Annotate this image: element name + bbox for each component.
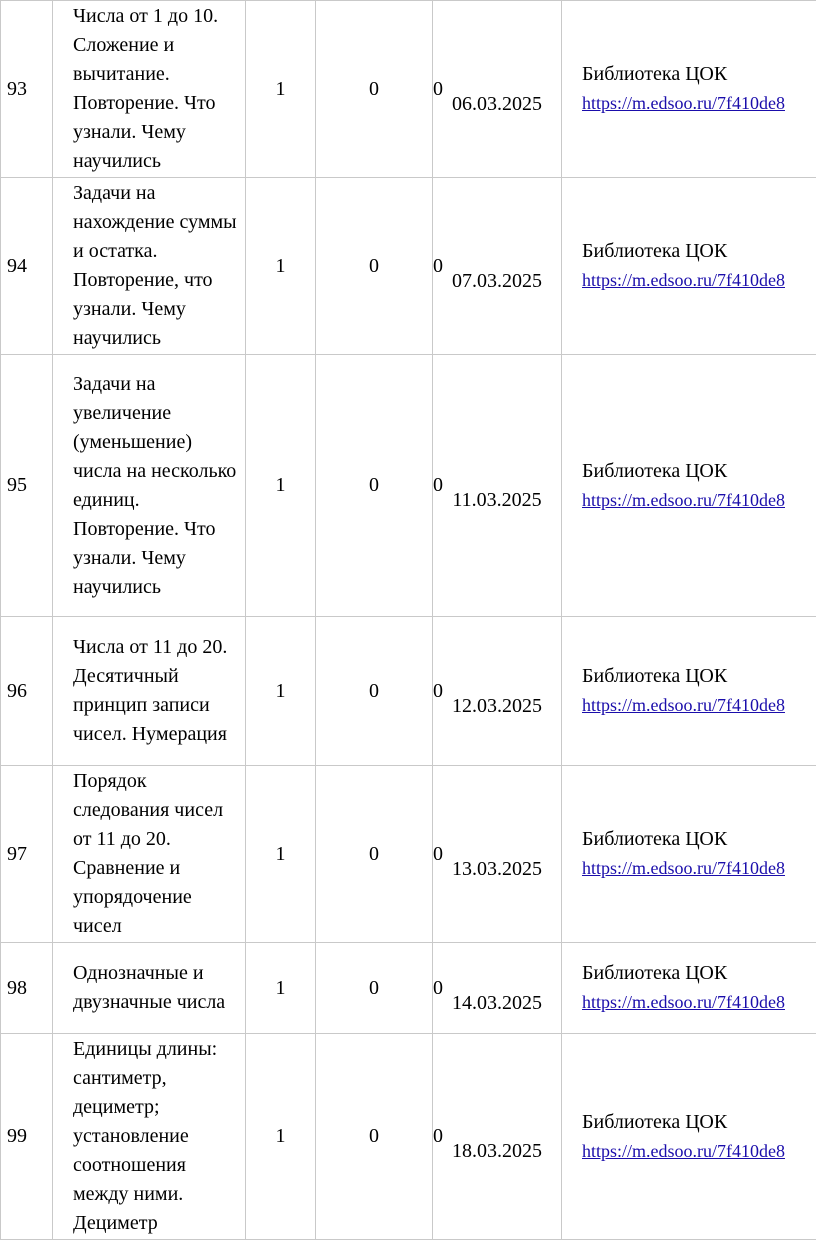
resource-label: Библиотека ЦОК xyxy=(582,237,816,266)
row-number: 95 xyxy=(1,355,53,617)
resource-label: Библиотека ЦОК xyxy=(582,959,816,988)
hours-control: 0 xyxy=(316,1034,433,1240)
lesson-date: 06.03.2025 xyxy=(433,1,562,178)
lesson-topic: Однозначные и двузначные числа xyxy=(53,943,246,1034)
hours-total: 1 xyxy=(246,617,316,766)
lesson-topic: Задачи на нахождение суммы и остатка. Повторение, что узнали. Чему научились xyxy=(53,178,246,355)
lesson-date: 07.03.2025 xyxy=(433,178,562,355)
lesson-date: 12.03.2025 xyxy=(433,617,562,766)
resource-cell xyxy=(562,355,816,617)
hours-control: 0 xyxy=(316,178,433,355)
hours-total: 1 xyxy=(246,178,316,355)
lesson-topic: Числа от 1 до 10. Сложение и вычитание. Повторение. Что узнали. Чему научились xyxy=(53,1,246,178)
hours-control: 0 xyxy=(316,943,433,1034)
hours-total: 1 xyxy=(246,1,316,178)
lesson-topic: Числа от 11 до 20. Десятичный принцип записи чисел. Нумерация xyxy=(53,617,246,766)
lesson-date: 18.03.2025 xyxy=(433,1034,562,1240)
resource-label: Библиотека ЦОК xyxy=(582,662,816,691)
resource-label: Библиотека ЦОК xyxy=(582,60,816,89)
resource-cell xyxy=(562,617,816,766)
lesson-topic: Задачи на увеличение (уменьшение) числа на несколько единиц. Повторение. Что узнали. Чему научились xyxy=(53,355,246,617)
table-row: 97 Порядок следования чисел от 11 до 20. Сравнение и упорядочение чисел 1 0 0 13.03.2025 Библиотека ЦОК https://m.edsoo.ru/7f410de8 xyxy=(1,766,816,943)
hours-total: 1 xyxy=(246,1034,316,1240)
hours-control: 0 xyxy=(316,355,433,617)
lesson-topic: Порядок следования чисел от 11 до 20. Сравнение и упорядочение чисел xyxy=(53,766,246,943)
table-row: 96 Числа от 11 до 20. Десятичный принцип записи чисел. Нумерация 1 0 0 12.03.2025 Библиотека ЦОК https://m.edsoo.ru/7f410de8 xyxy=(1,617,816,766)
lesson-date: 11.03.2025 xyxy=(433,355,562,617)
lesson-date: 13.03.2025 xyxy=(433,766,562,943)
lesson-date: 14.03.2025 xyxy=(433,943,562,1034)
resource-cell xyxy=(562,943,816,1034)
table-row: 93 Числа от 1 до 10. Сложение и вычитание. Повторение. Что узнали. Чему научились 1 0 0 06.03.2025 Библиотека ЦОК https://m.edsoo.ru/7f410de8 xyxy=(1,1,816,178)
row-number: 94 xyxy=(1,178,53,355)
hours-total: 1 xyxy=(246,943,316,1034)
resource-label: Библиотека ЦОК xyxy=(582,825,816,854)
row-number: 99 xyxy=(1,1034,53,1240)
row-number: 96 xyxy=(1,617,53,766)
row-number: 97 xyxy=(1,766,53,943)
row-number: 98 xyxy=(1,943,53,1034)
resource-label: Библиотека ЦОК xyxy=(582,457,816,486)
hours-control: 0 xyxy=(316,766,433,943)
table-row: 99 Единицы длины: сантиметр, дециметр; установление соотношения между ними. Дециметр 1 0 0 18.03.2025 Библиотека ЦОК https://m.edsoo.ru/7f410de8 xyxy=(1,1034,816,1240)
resource-link[interactable]: https://m.edsoo.ru/7f410de8 xyxy=(582,93,785,113)
resource-link[interactable]: https://m.edsoo.ru/7f410de8 xyxy=(582,858,785,878)
row-number: 93 xyxy=(1,1,53,178)
resource-cell xyxy=(562,1,816,178)
hours-control: 0 xyxy=(316,617,433,766)
hours-total: 1 xyxy=(246,355,316,617)
resource-link[interactable]: https://m.edsoo.ru/7f410de8 xyxy=(582,1141,785,1161)
resource-link[interactable]: https://m.edsoo.ru/7f410de8 xyxy=(582,490,785,510)
resource-cell xyxy=(562,1034,816,1240)
resource-link[interactable]: https://m.edsoo.ru/7f410de8 xyxy=(582,270,785,290)
resource-cell xyxy=(562,178,816,355)
table-row: 98 Однозначные и двузначные числа 1 0 0 14.03.2025 Библиотека ЦОК https://m.edsoo.ru/7f410de8 xyxy=(1,943,816,1034)
hours-total: 1 xyxy=(246,766,316,943)
resource-link[interactable]: https://m.edsoo.ru/7f410de8 xyxy=(582,992,785,1012)
resource-label: Библиотека ЦОК xyxy=(582,1108,816,1137)
table-row: 94 Задачи на нахождение суммы и остатка. Повторение, что узнали. Чему научились 1 0 0 07.03.2025 Библиотека ЦОК https://m.edsoo.ru/7f410de8 xyxy=(1,178,816,355)
table-row: 95 Задачи на увеличение (уменьшение) числа на несколько единиц. Повторение. Что узнали. Чему научились 1 0 0 11.03.2025 Библиотека ЦОК https://m.edsoo.ru/7f410de8 xyxy=(1,355,816,617)
resource-link[interactable]: https://m.edsoo.ru/7f410de8 xyxy=(582,695,785,715)
resource-cell xyxy=(562,766,816,943)
lesson-topic: Единицы длины: сантиметр, дециметр; установление соотношения между ними. Дециметр xyxy=(53,1034,246,1240)
hours-control: 0 xyxy=(316,1,433,178)
